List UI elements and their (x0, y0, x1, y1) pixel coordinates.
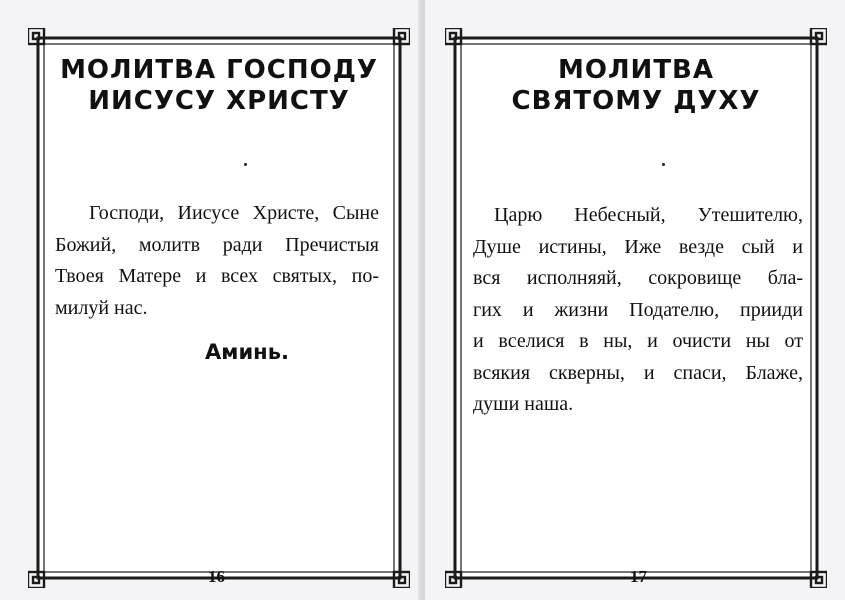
text-line: Душе истины, Иже везде сый и (473, 235, 803, 258)
text-line: и вселися в ны, и очисти ны от (473, 330, 803, 352)
left-page (0, 0, 420, 600)
amen-closing: Аминь. (205, 340, 289, 364)
text-line: Твоея Матере и всех святых, по- (55, 265, 379, 287)
title-line: МОЛИТВА (557, 55, 714, 85)
left-page-frame (38, 38, 400, 578)
title-line: СВЯТОМУ ДУХУ (511, 86, 761, 116)
text-line: Царю Небесный, Утешителю, (494, 204, 803, 226)
right-page-frame (455, 38, 817, 578)
text-line: Господи, Иисусе Христе, Сыне (89, 202, 379, 224)
separator-dot (244, 163, 247, 166)
page-number: 17 (630, 567, 647, 586)
prayer-title (38, 55, 400, 117)
text-line: всякия скверны, и спаси, Блаже, (473, 361, 803, 384)
text-line: души наша. (473, 393, 574, 415)
text-line: вся исполняяй, сокровище бла- (473, 267, 803, 289)
prayer-title (455, 55, 817, 117)
text-line: Божий, молитв ради Пречистыя (55, 233, 379, 256)
text-line: гих и жизни Подателю, прииди (473, 298, 803, 321)
text-line: милуй нас. (55, 296, 148, 319)
title-line: МОЛИТВА ГОСПОДУ (60, 55, 378, 85)
prayer-text (55, 198, 379, 324)
page-number: 16 (208, 567, 225, 586)
prayer-text (473, 200, 803, 421)
separator-dot (662, 163, 665, 166)
title-line: ИИСУСУ ХРИСТУ (88, 86, 350, 116)
